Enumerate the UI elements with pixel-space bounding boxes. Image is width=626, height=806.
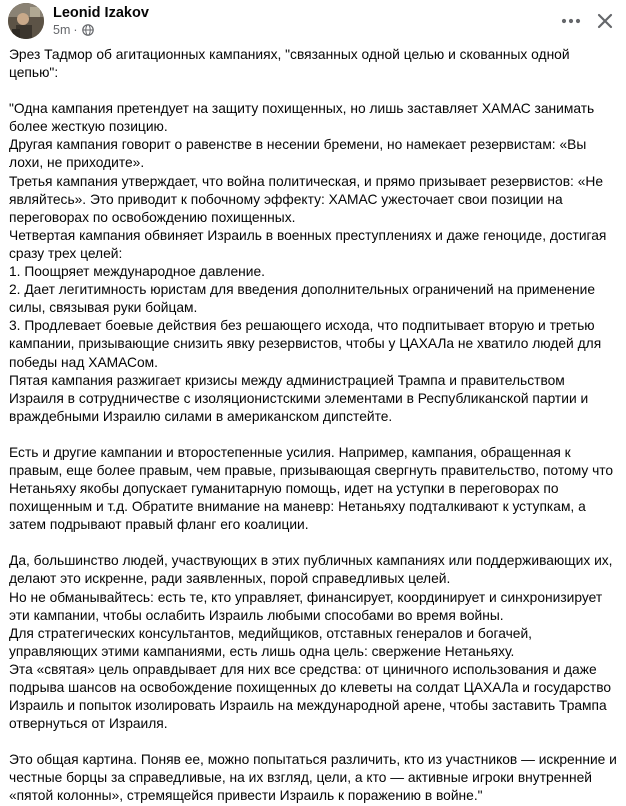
close-icon <box>597 13 613 29</box>
globe-icon <box>82 24 94 36</box>
post-time[interactable]: 5m <box>53 23 71 37</box>
post-header <box>0 0 626 42</box>
post-paragraph-campaigns: "Одна кампания претендует на защиту похищенных, но лишь заставляет ХАМАС занимать более жесткую позицию. Другая кампания говорит о равенстве в несении бремени, но намекает резервистам: «Вы лохи, не приходите». Третья кампания утверждает, что война политическая, и прямо призывает резервистов: «Не являйтесь». Это приводит к побочному эффекту: ХАМАС ужесточает свои позиции на переговорах по освобождению похищенных. Четвертая кампания обвиняет Израиль в военных преступлениях и даже геноциде, достигая сразу трех целей: 1. Поощряет международное давление. 2. Дает легитимность юристам для введения дополнительных ограничений на применение силы, связывая руки бойцам. 3. Продлевает боевые действия без решающего исхода, что подпитывает вторую и третью кампании, призывающие снизить явку резервистов, чтобы у ЦАХАЛа не хватило людей для победы над ХАМАСом. Пятая кампания разжигает кризисы между администрацией Трампа и правительством Израиля в сотрудничестве с изоляционистскими элементами в Республиканской партии и враждебными Израилю силами в американском дипстейте. <box>9 101 607 424</box>
post-meta <box>53 22 94 38</box>
post-paragraph-other-campaigns: Есть и другие кампании и второстепенные усилия. Например, кампания, обращенная к правым, еще более правым, чем правые, призывающая свергнуть правительство, потому что Нетаньяху якобы допускает гуманитарную помощь, идет на уступки в переговорах по похищенным и т.д. Обратите внимание на маневр: Нетаньяху подталкивают к уступкам, а затем подрывают правый фланг его коалиции. <box>9 444 614 533</box>
more-options-button[interactable] <box>556 6 586 36</box>
post-paragraph-organizers: Да, большинство людей, участвующих в этих публичных кампаниях или поддерживающих их, делают это искренне, ради заявленных, порой справедливых целей. Но не обманывайтесь: есть те, кто управляет, финансирует, координирует и синхронизирует эти кампании, чтобы ослабить Израиль любыми способами во время войны. Для стратегических консультантов, медийщиков, отставных генералов и богачей, управляющих этими кампаниями, есть лишь одна цель: свержение Нетаньяху. Эта «святая» цель оправдывает для них все средства: от циничного использования и даже подрыва шансов на освобождение похищенных до клеветы на солдат ЦАХАЛа и государство Израиль и попыток изолировать Израиль на международной арене, чтобы заставить Трампа отвернуться от Израиля. <box>9 553 613 732</box>
avatar-image <box>8 3 44 39</box>
close-button[interactable] <box>590 6 620 36</box>
meta-separator: · <box>73 23 78 37</box>
avatar[interactable] <box>8 3 44 39</box>
post-text <box>9 46 621 806</box>
post-paragraph-intro: Эрез Тадмор об агитационных кампаниях, "связанных одной целью и скованных одной цепью": <box>9 47 570 81</box>
post-paragraph-conclusion: Это общая картина. Поняв ее, можно попытаться различить, кто из участников — искренние и честные борцы за справедливые, на их взгляд, цели, а кто — активные игроки внутренней «пятой колонны», стремящейся привести Израиль к поражению в войне." <box>9 752 617 804</box>
author-name[interactable]: Leonid Izakov <box>53 5 149 21</box>
more-horizontal-icon <box>561 18 581 24</box>
